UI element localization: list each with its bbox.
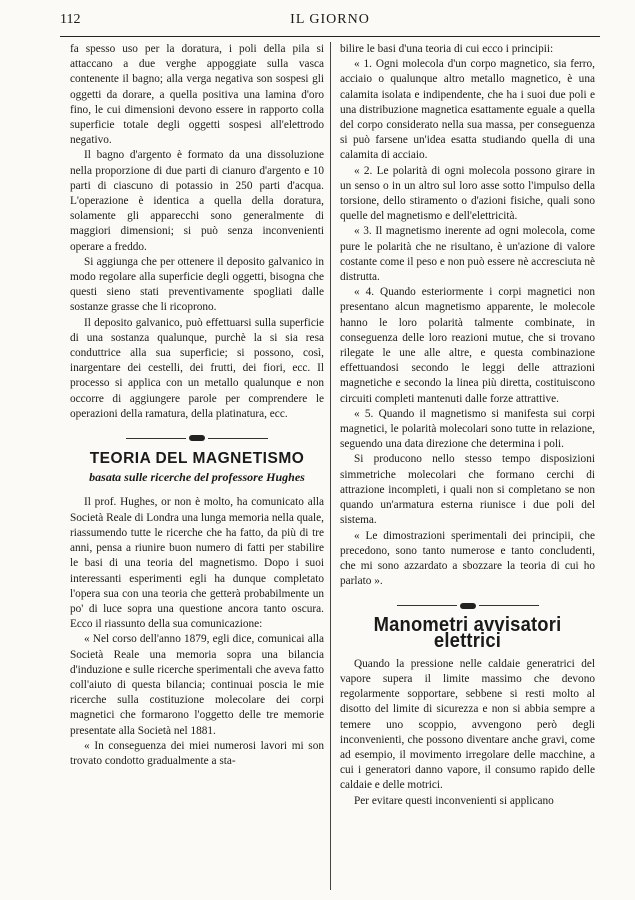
body-paragraph: bilire le basi d'una teoria di cui ecco i principii: [340, 43, 554, 55]
article-subtitle: basata sulle ricerche del professore Hughes [89, 470, 305, 485]
body-paragraph: « 4. Quando esteriormente i corpi magnetici non presentano alcun magnetismo apparente, le molecole hanno le loro polarità talmente combinate, in conseguenza delle loro reazioni mutue, che si trovano rilegate le une alle altre, e questa combinazione effettuandosi secondo le leggi delle attrazioni magnetiche e secondo la linea più diretta, costituiscono circuiti completi mantenuti dalle forze attrattive. [340, 286, 595, 405]
header-rule [60, 36, 600, 37]
page-number: 112 [60, 12, 81, 27]
section-separator [70, 431, 324, 443]
body-paragraph: « Nel corso dell'anno 1879, egli dice, comunicai alla Società Reale una memoria sopra una bilancia d'induzione e sulle ricerche sperimentali che aveva fatto coll'aiuto di questa bilancia; continuai poscia le mie ricerche sulla costituzione molecolare dei corpi magnetici che formarono l'oggetto delle tre memorie presentate alla Società nel 1881. [70, 633, 324, 737]
body-paragraph: Per evitare questi inconvenienti si applicano [354, 794, 554, 807]
body-paragraph: « In conseguenza dei miei numerosi lavori mi son trovato condotto gradualmente a sta- [70, 739, 324, 767]
body-paragraph: Il deposito galvanico, può effettuarsi sulla superficie di una sostanza qualunque, purchè la si sia resa conduttrice alla sua superficie; si possono, così, inargentare dei cestelli, dei frutti, dei fiori, ecc. Il processo si applica con un metallo qualunque e non occorre di aggiungere parole per comprendere le operazioni della ramatura, della platinatura, ecc. [70, 316, 324, 420]
column-divider [330, 42, 331, 890]
body-paragraph: « 5. Quando il magnetismo si manifesta sui corpi magnetici, le polarità molecolari sono tutte in relazione, seguendo una data direzione che determina i poli. [340, 407, 595, 451]
body-paragraph: Il prof. Hughes, or non è molto, ha comunicato alla Società Reale di Londra una lunga memoria nella quale, riassumendo tutte le ricerche che ha fatto, da più di tre anni, pensa a riunire buon numero di fatti per stabilire le basi di una teoria del magnetismo. Dopo i suoi interessanti esperimenti egli ha dunque completato l'opera sua con una teoria che getterà probabilmente un po' di luce sopra una questione ancora tanto oscura. Ecco il riassunto della sua comunicazione: [70, 496, 324, 631]
section-separator [340, 598, 595, 610]
left-column [70, 42, 324, 769]
body-paragraph: Si producono nello stesso tempo disposizioni simmetriche molecolari che formano cerchi di attrazione incompleti, i quali non si completano se non quando un'armatura esterna riunisce i due poli del sistema. [340, 453, 595, 527]
journal-title: IL GIORNO [290, 12, 370, 27]
page-header [60, 12, 600, 34]
article-title: TEORIA DEL MAGNETISMO [89, 450, 305, 468]
right-column [340, 42, 595, 809]
body-paragraph: « 2. Le polarità di ogni molecola possono girare in un senso o in un altro sul loro asse sotto l'impulso della torsione, dello stiramento o d'azioni fisiche, quali sono quelle del magnetismo e dell'elettricità. [340, 164, 595, 223]
body-paragraph: « Le dimostrazioni sperimentali dei principii, che precedono, sono tanto numerose e tanto concludenti, che mi sono azzardato a sbozzare la teoria di cui ho parlato ». [340, 529, 595, 588]
body-paragraph: « 3. Il magnetismo inerente ad ogni molecola, come pure le polarità che ne risultano, è un'azione di valore costante come il peso e non può essere nè accresciuta nè distrutta. [340, 225, 595, 284]
body-paragraph: fa spesso uso per la doratura, i poli della pila si attaccano a due verghe appoggiate sulla vasca contenente il bagno; alla verga negativa son sospesi gli oggetti da dorare, a quella positiva una lamina d'oro fino, le cui dimensioni devono essere in rapporto colla superficie totale degli oggetti sospesi all'elettrodo negativo. [70, 43, 324, 147]
body-paragraph: « 1. Ogni molecola d'un corpo magnetico, sia ferro, acciaio o qualunque altro metallo magnetico, è una calamita isolata e indipendente, che ha i suoi due poli e una distribuzione magnetica esattamente eguale a quella del corpo considerato nella sua massa, per conseguenza si può farsene un'idea esatta studiando quella di una calamita di acciaio. [340, 58, 595, 162]
article-title: Manometri avvisatori elettrici [373, 614, 562, 652]
body-paragraph: Quando la pressione nelle caldaie generatrici del vapore supera il limite massimo che devono regolarmente sopportare, sebbene si resti molto al disotto del limite di sicurezza e non si abbia sempre a temere uno scoppio, avvengono però degli inconvenienti, che possono diventare anche gravi, come ad esempio, il movimento irregolare delle macchine, a cui i generatori danno vapore, il consumo rapido delle caldaie e delle motrici. [340, 657, 595, 792]
body-paragraph: Il bagno d'argento è formato da una dissoluzione nella proporzione di due parti di cianuro d'argento e 10 parti di ciascuno di potassio in 250 parti d'acqua. L'operazione è identica a quella della doratura, solamente gli apparecchi sono generalmente di maggiori dimensioni; si può senza inconvenienti operare a freddo. [70, 149, 324, 253]
body-paragraph: Si aggiunga che per ottenere il deposito galvanico in modo regolare alla superficie degli oggetti, bisogna che questi sieno stati preventivamente spogliati dalle sostanze grasse che li ricoprono. [70, 255, 324, 314]
